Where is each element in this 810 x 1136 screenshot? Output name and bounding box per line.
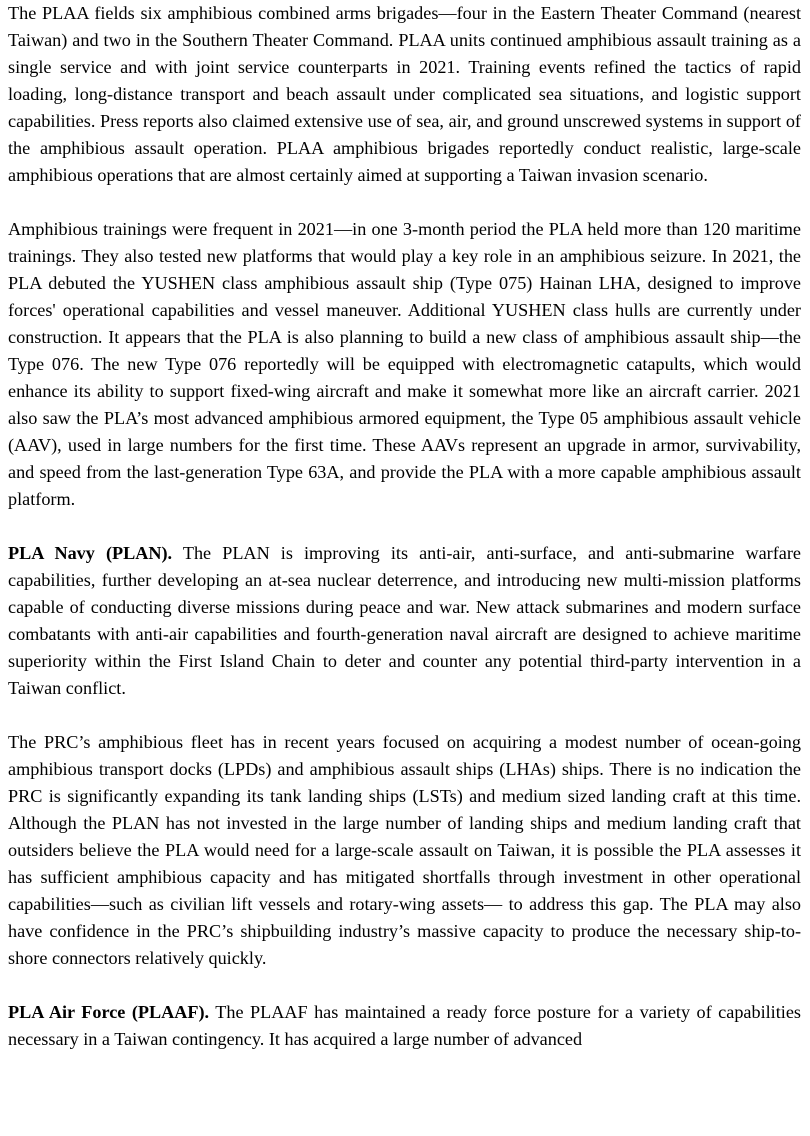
document-page: [8, 0, 801, 1053]
paragraph-pla-navy: [8, 540, 801, 702]
paragraph-text: Amphibious trainings were frequent in 2021—in one 3-month period the PLA held more than 120 maritime trainings. They also tested new platforms that would play a key role in an amphibious seizure. In 2021, the PLA debuted the YUSHEN class amphibious assault ship (Type 075) Hainan LHA, designed to improve forces' operational capabilities and vessel maneuver. Additional YUSHEN class hulls are currently under construction. It appears that the PLA is also planning to build a new class of amphibious assault ship—the Type 076. The new Type 076 reportedly will be equipped with electromagnetic catapults, which would enhance its ability to support fixed-wing aircraft and make it somewhat more like an aircraft carrier. 2021 also saw the PLA’s most advanced amphibious armored equipment, the Type 05 amphibious assault vehicle (AAV), used in large numbers for the first time. These AAVs represent an upgrade in armor, survivability, and speed from the last-generation Type 63A, and provide the PLA with a more capable amphibious assault platform.: [8, 219, 801, 509]
paragraph-text: The PLAA fields six amphibious combined arms brigades—four in the Eastern Theater Command (nearest Taiwan) and two in the Southern Theater Command. PLAA units continued amphibious assault training as a single service and with joint service counterparts in 2021. Training events refined the tactics of rapid loading, long-distance transport and beach assault under complicated sea situations, and logistic support capabilities. Press reports also claimed extensive use of sea, air, and ground unscrewed systems in support of the amphibious assault operation. PLAA amphibious brigades reportedly conduct realistic, large-scale amphibious operations that are almost certainly aimed at supporting a Taiwan invasion scenario.: [8, 3, 801, 185]
paragraph-amphibious-trainings: [8, 216, 801, 513]
paragraph-text: The PRC’s amphibious fleet has in recent years focused on acquiring a modest number of ocean-going amphibious transport docks (LPDs) and amphibious assault ships (LHAs) ships. There is no indication the PRC is significantly expanding its tank landing ships (LSTs) and medium sized landing craft at this time. Although the PLAN has not invested in the large number of landing ships and medium landing craft that outsiders believe the PLA would need for a large-scale assault on Taiwan, it is possible the PLA assesses it has sufficient amphibious capacity and has mitigated shortfalls through investment in other operational capabilities—such as civilian lift vessels and rotary-wing assets— to address this gap. The PLA may also have confidence in the PRC’s shipbuilding industry’s massive capacity to produce the necessary ship-to-shore connectors relatively quickly.: [8, 732, 801, 968]
paragraph-plaa-amphibious-brigades: [8, 0, 801, 189]
section-lead-heading: PLA Air Force (PLAAF).: [8, 1002, 210, 1022]
paragraph-pla-air-force: [8, 999, 801, 1053]
paragraph-amphibious-fleet: [8, 729, 801, 972]
paragraph-text: The PLAN is improving its anti-air, anti-surface, and anti-submarine warfare capabilities, further developing an at-sea nuclear deterrence, and introducing new multi-mission platforms capable of conducting diverse missions during peace and war. New attack submarines and modern surface combatants with anti-air capabilities and fourth-generation naval aircraft are designed to achieve maritime superiority within the First Island Chain to deter and counter any potential third-party intervention in a Taiwan conflict.: [8, 543, 801, 698]
paragraph-text: The PLAAF has maintained a ready force posture for a variety of capabilities necessary in a Taiwan contingency. It has acquired a large number of advanced: [8, 1002, 801, 1049]
section-lead-heading: PLA Navy (PLAN).: [8, 543, 173, 563]
